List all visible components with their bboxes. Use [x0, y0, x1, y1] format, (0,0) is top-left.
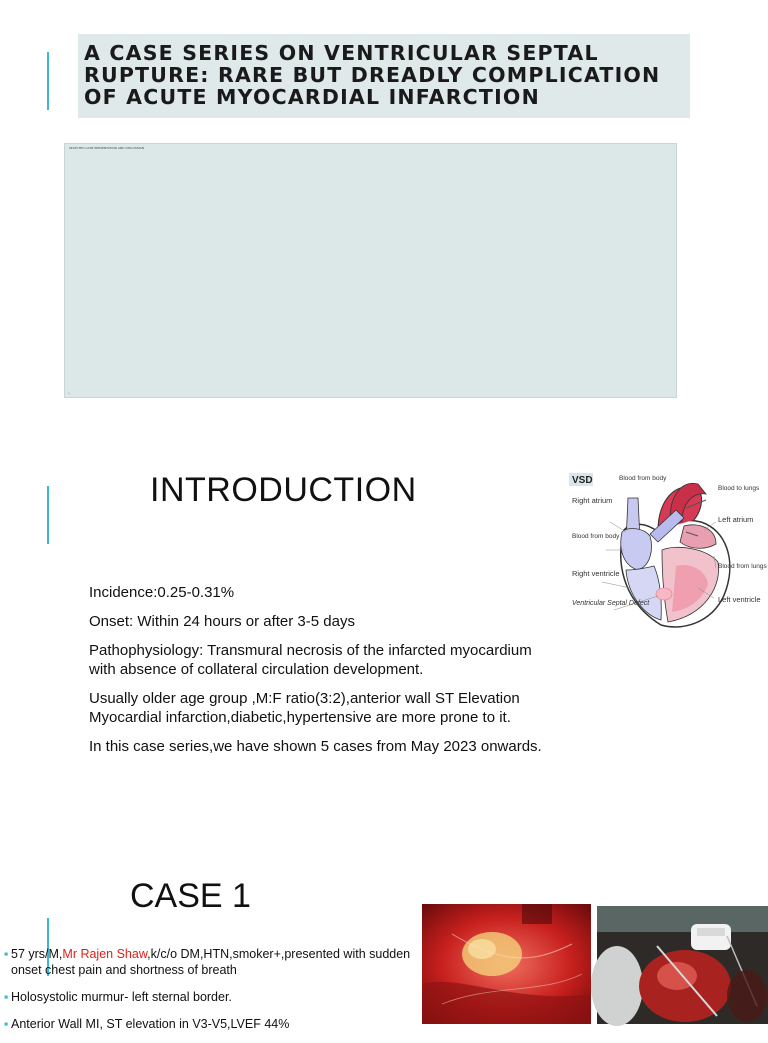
embedded-tiny-text: SELECTED CASE PRESENTATION AND DISCUSSION: [69, 146, 145, 150]
heart-illustration: [566, 470, 767, 635]
accent-line-2: [47, 486, 49, 544]
embedded-slide-placeholder: [64, 143, 677, 398]
bullet-icon: ▪: [4, 1017, 9, 1031]
label-blood-to-lungs: Blood to lungs: [718, 485, 760, 492]
slide-title: A CASE SERIES ON VENTRICULAR SEPTAL RUPTURE: RARE BUT DREADLY COMPLICATION OF ACUTE MYOCARDIAL INFARCTION: [84, 41, 661, 109]
surgical-photo-1: [422, 904, 591, 1024]
label-blood-from-body-left: Blood from body: [572, 533, 620, 540]
label-blood-from-body-top: Blood from body: [619, 475, 667, 482]
vsd-tag: VSD: [572, 475, 593, 486]
case1-item-murmur: [4, 989, 414, 1005]
leader-ra: [610, 522, 626, 532]
embedded-dot: •: [68, 391, 70, 395]
introduction-list: [89, 583, 551, 766]
case1-item-ecg: [4, 1016, 414, 1032]
label-blood-from-lungs: Blood from lungs: [718, 563, 767, 570]
intro-item-incidence: Incidence:0.25-0.31%: [89, 584, 235, 601]
case1-ecg-text: Anterior Wall MI, ST elevation in V3-V5,LVEF 44%: [11, 1017, 290, 1031]
intro-item-risk-factors: Usually older age group ,M:F ratio(3:2),anterior wall ST Elevation Myocardial infarction,diabetic,hypertensive are more prone to it.: [89, 690, 520, 726]
intro-item-pathophysiology: Pathophysiology: Transmural necrosis of the infarcted myocardium with absence of collateral circulation development.: [89, 642, 532, 678]
case1-list: [4, 946, 414, 1043]
case1-item-history: [4, 946, 414, 978]
accent-line-1: [47, 52, 49, 110]
label-left-atrium: Left atrium: [718, 515, 754, 524]
label-right-ventricle: Right ventricle: [572, 569, 620, 578]
case1-murmur-text: Holosystolic murmur- left sternal border.: [11, 990, 232, 1004]
bullet-icon: ▪: [4, 947, 9, 961]
title-box: [78, 34, 690, 118]
introduction-heading: INTRODUCTION: [150, 471, 417, 509]
case1-heading: CASE 1: [130, 877, 251, 915]
label-left-ventricle: Left ventricle: [718, 595, 761, 604]
bullet-icon: ▪: [4, 990, 9, 1004]
case1-age-sex: 57 yrs/M,: [11, 947, 63, 961]
septal-defect-mark: [656, 588, 672, 600]
case1-patient-name: Mr Rajen Shaw: [62, 947, 148, 961]
intro-item-onset: Onset: Within 24 hours or after 3-5 days: [89, 613, 355, 630]
case1-presentation: ,k/c/o DM,HTN,smoker+,presented with sudden onset chest pain and shortness of breath: [11, 947, 411, 977]
intro-item-case-series: In this case series,we have shown 5 cases from May 2023 onwards.: [89, 738, 542, 755]
vsd-heart-diagram: [566, 470, 767, 635]
surgical-photo-2: [597, 906, 768, 1024]
label-vsd: Ventricular Septal Defect: [572, 600, 650, 607]
label-right-atrium: Right atrium: [572, 496, 613, 505]
